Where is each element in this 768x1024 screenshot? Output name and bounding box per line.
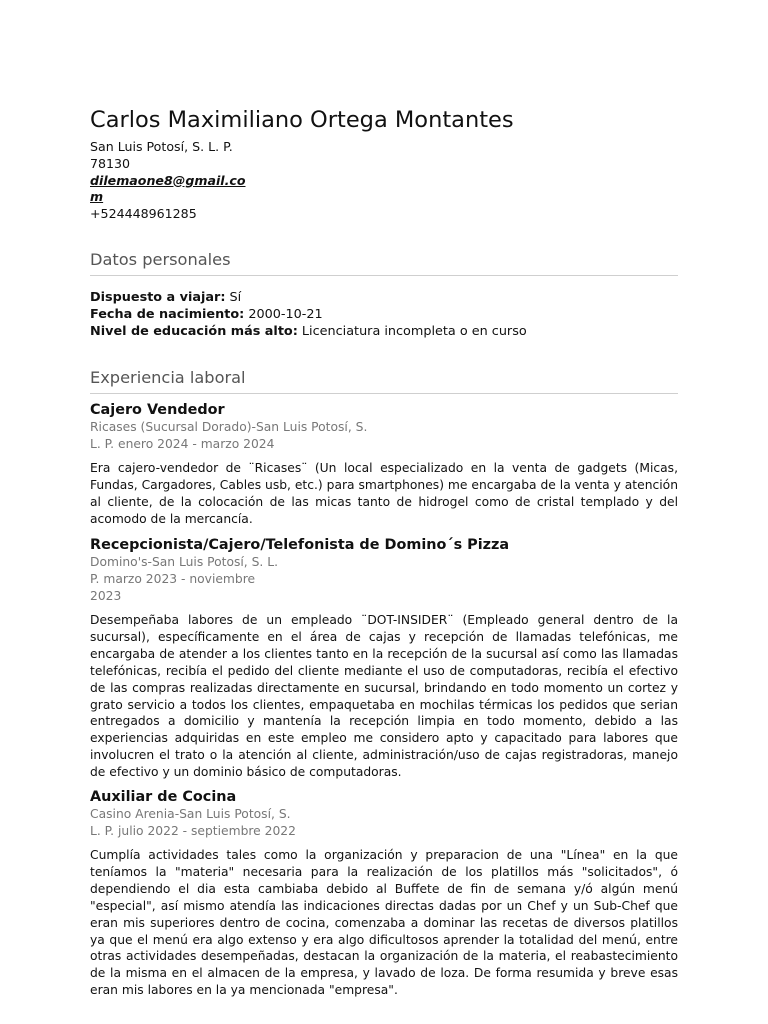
job-dates: enero 2024 - marzo 2024 <box>118 437 275 451</box>
section-title-experience: Experiencia laboral <box>90 368 678 394</box>
job-meta: Domino's-San Luis Potosí, S. L. P. marzo 2023 - noviembre 2023 <box>90 555 279 603</box>
job-description: Cumplía actividades tales como la organización y preparacion de una "Línea" en la que teníamos la "materia" necesaria para la realización de los platillos más "solicitados", ó dependiendo el dia esta cambiaba debido al Buffete de fin de semana y/ó algún menú "especial", así mismo atendía las indicaciones directas dadas por un Chef y un Sub-Chef que eran mis superiores dentro de cocina, comenzaba a dominar las recetas de diversos platillos ya que el menú era algo extenso y era algo dificultosos aprender la totalidad del menú, entre otras actividades desempeñadas, destacan la organización de la materia, el reabastecimiento de la misma en el almacen de la empresa, y lavado de loza. De forma resumida y breve esas eran mis labores en la ya mencionada "empresa". <box>90 848 678 998</box>
education-value: Licenciatura incompleta o en curso <box>301 323 527 339</box>
job-location: San Luis Potosí, S. L. P. <box>90 555 279 586</box>
job-title: Auxiliar de Cocina <box>90 789 237 805</box>
personal-birth-row <box>90 307 527 324</box>
job-entry <box>90 536 678 781</box>
job-title: Recepcionista/Cajero/Telefonista de Domino´s Pizza <box>90 537 510 553</box>
section-title-personal: Datos personales <box>90 250 678 276</box>
job-company: Domino's <box>90 555 148 569</box>
job-dates: julio 2022 - septiembre 2022 <box>118 824 296 838</box>
travel-label: Dispuesto a viajar: <box>90 290 226 305</box>
job-description: Era cajero-vendedor de ¨Ricases¨ (Un local especializado en la venta de gadgets (Micas, Fundas, Cargadores, Cables usb, etc.) para smartphones) me encargaba de la venta y atención al cliente, de la colocación de las micas tanto de hidrogel como de cristal templado y del acomodo de la mercancía. <box>90 461 678 526</box>
personal-data-block <box>90 290 527 340</box>
job-dates: marzo 2023 - noviembre 2023 <box>90 572 256 603</box>
job-entry <box>90 788 678 999</box>
contact-postal-code: 78130 <box>90 155 131 171</box>
personal-travel-row <box>90 290 527 307</box>
job-description: Desempeñaba labores de un empleado ¨DOT-INSIDER¨ (Empleado general dentro de la sucursal), específicamente en el área de cajas y recepción de llamadas telefónicas, me encargaba de atender a los clientes tanto en la recepción de la sucursal así como las llamadas telefónicas, recibía el pedido del cliente mediante el uso de computadoras, recibía el efectivo de las compras realizadas directamente en sucursal, brindando en todo momento un cortez y grato servicio a todos los clientes, empaquetaba en mochilas térmicas los pedidos que serian entregados a domicilio y mantenía la recepción limpia en todo momento, debido a las experiencias adquiridas en este empleo me considero apto y capacitado para labores que involucren el trato o la atención al cliente, administración/uso de cajas registradoras, manejo de efectivo y un dominio básico de computadoras. <box>90 613 678 780</box>
job-meta: Ricases (Sucursal Dorado)-San Luis Potosí, S. L. P. enero 2024 - marzo 2024 <box>90 420 368 451</box>
contact-email-link[interactable]: dilemaone8@gmail.com <box>90 172 246 205</box>
travel-value: Sí <box>229 290 242 305</box>
job-company: Ricases (Sucursal Dorado) <box>90 420 252 434</box>
job-location: San Luis Potosí, S. L. P. <box>90 807 291 838</box>
candidate-name: Carlos Maximiliano Ortega Montantes <box>90 107 514 133</box>
birth-label: Fecha de nacimiento: <box>90 306 245 322</box>
job-title: Cajero Vendedor <box>90 402 225 418</box>
job-meta: Casino Arenia-San Luis Potosí, S. L. P. julio 2022 - septiembre 2022 <box>90 807 296 838</box>
job-company: Casino Arenia <box>90 807 175 821</box>
personal-education-row <box>90 324 527 341</box>
job-location: San Luis Potosí, S. L. P. <box>90 420 368 451</box>
contact-city: San Luis Potosí, S. L. P. <box>90 139 233 154</box>
birth-value: 2000-10-21 <box>248 306 323 322</box>
education-label: Nivel de educación más alto: <box>90 323 298 339</box>
contact-phone: +524448961285 <box>90 206 197 222</box>
contact-block <box>90 139 250 223</box>
job-entry <box>90 401 678 528</box>
